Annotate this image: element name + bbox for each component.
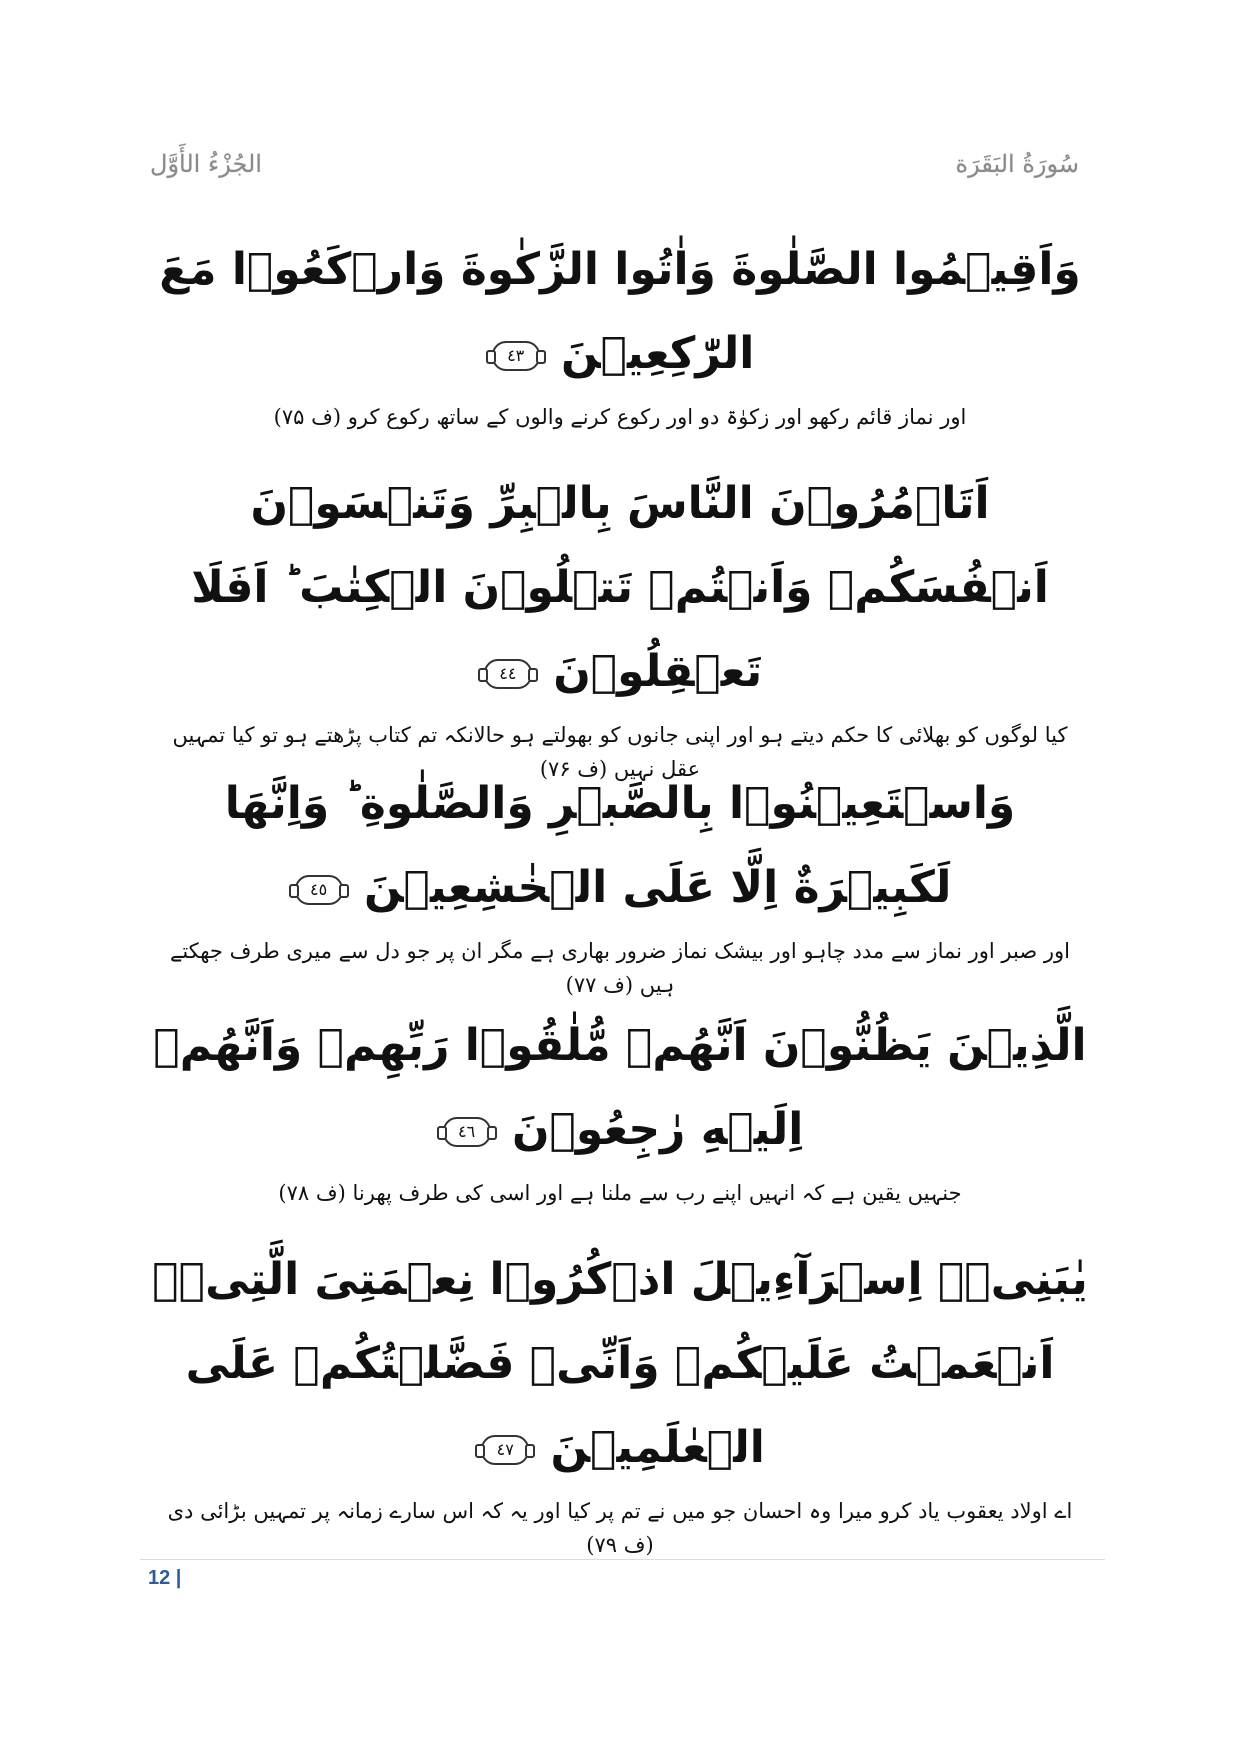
arabic-verse-text: يٰبَنِىۡۤ اِسۡرَآءِيۡلَ اذۡكُرُوۡا نِعۡمَتِىَ الَّتِىۡۤ اَنۡعَمۡتُ عَلَيۡكُمۡ وَاَنِّىۡ فَضَّلۡتُكُمۡ عَلَى الۡعٰلَمِيۡنَ [152, 1254, 1088, 1473]
arabic-verse [150, 1238, 1090, 1490]
ayah-number-marker: ٤٦ [443, 1117, 491, 1147]
arabic-verse-text: اَتَاۡمُرُوۡنَ النَّاسَ بِالۡبِرِّ وَتَنۡسَوۡنَ اَنۡفُسَكُمۡ وَاَنۡتُمۡ تَتۡلُوۡنَ الۡكِتٰبَ ؕ اَفَلَا تَعۡقِلُوۡنَ [191, 478, 1049, 697]
surah-name-header: سُورَةُ البَقَرَة [955, 150, 1079, 178]
page-number: 12 | [148, 1567, 182, 1589]
ayah-number-marker: ٤٥ [295, 875, 343, 905]
arabic-verse [150, 1004, 1090, 1172]
urdu-translation: جنہیں یقین ہے کہ انہیں اپنے رب سے ملنا ہے اور اسی کی طرف پھرنا (ف ۷۸) [278, 1181, 962, 1205]
arabic-verse [150, 462, 1090, 714]
verse-block [150, 1238, 1090, 1562]
ayah-number-marker: ٤٣ [492, 341, 540, 371]
verse-block [150, 762, 1090, 1002]
verse-block [150, 1004, 1090, 1210]
ayah-number-marker: ٤٤ [484, 659, 532, 689]
urdu-translation: اے اولاد یعقوب یاد کرو میرا وہ احسان جو میں نے تم پر کیا اور یہ کہ اس سارے زمانہ پر تمہیں بڑائی دی (ف ۷۹) [167, 1499, 1073, 1557]
arabic-verse [150, 762, 1090, 930]
verse-block [150, 462, 1090, 786]
arabic-verse-text: وَاَقِيۡمُوا الصَّلٰوةَ وَاٰتُوا الزَّكٰوةَ وَارۡكَعُوۡا مَعَ الرّٰكِعِيۡنَ [159, 244, 1081, 379]
urdu-translation: کیا لوگوں کو بھلائی کا حکم دیتے ہو اور اپنی جانوں کو بھولتے ہو حالانکہ تم کتاب پڑھتے ہو تو کیا تمہیں عقل نہیں (ف ۷۶) [172, 723, 1068, 781]
arabic-verse [150, 228, 1090, 396]
urdu-translation: اور نماز قائم رکھو اور زکوٰۃ دو اور رکوع کرنے والوں کے ساتھ رکوع کرو (ف ۷۵) [273, 405, 967, 429]
verse-block [150, 228, 1090, 434]
urdu-translation: اور صبر اور نماز سے مدد چاہو اور بیشک نماز ضرور بھاری ہے مگر ان پر جو دل سے میری طرف جھکتے ہیں (ف ۷۷) [170, 939, 1070, 997]
juz-name-header: الجُزْءُ الأَوَّل [150, 150, 262, 178]
arabic-verse-text: وَاسۡتَعِيۡنُوۡا بِالصَّبۡرِ وَالصَّلٰوةِ ؕ وَاِنَّهَا لَكَبِيۡرَةٌ اِلَّا عَلَى الۡخٰشِعِيۡنَ [224, 778, 1016, 913]
ayah-number-marker: ٤٧ [481, 1435, 529, 1465]
footer-divider [140, 1559, 1105, 1560]
arabic-verse-text: الَّذِيۡنَ يَظُنُّوۡنَ اَنَّهُمۡ مُّلٰقُوۡا رَبِّهِمۡ وَاَنَّهُمۡ اِلَيۡهِ رٰجِعُوۡنَ [153, 1020, 1087, 1155]
